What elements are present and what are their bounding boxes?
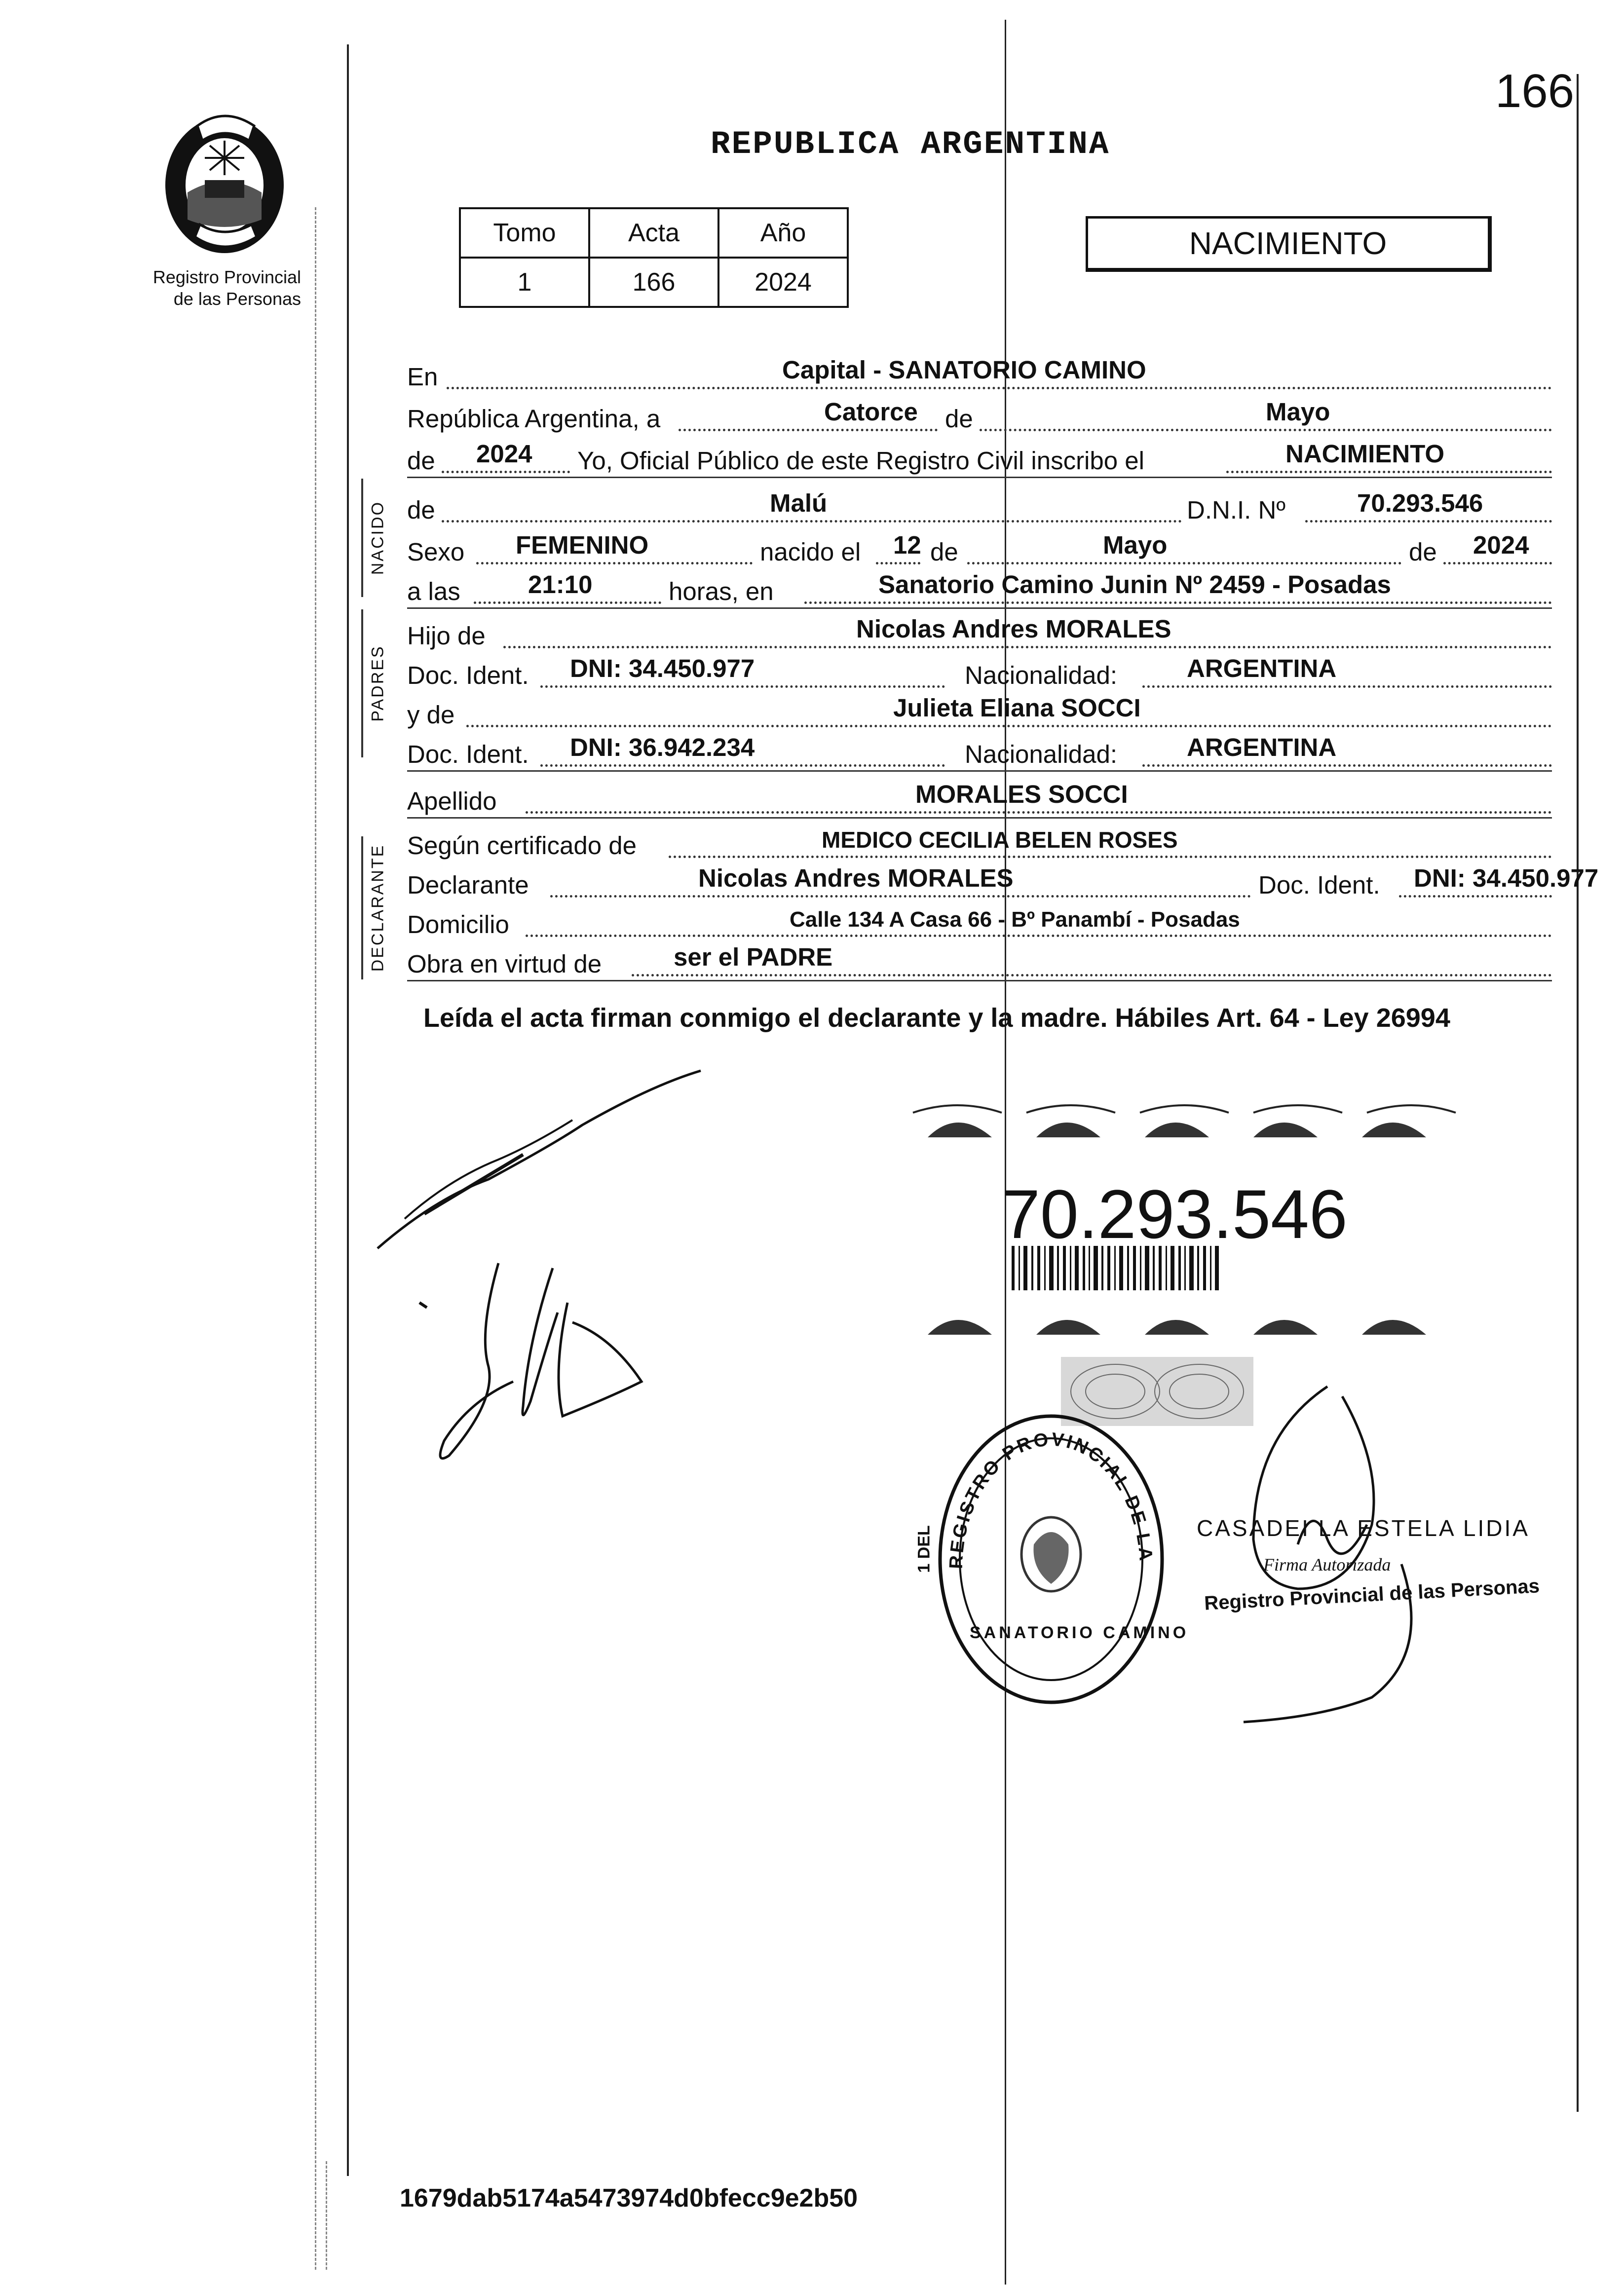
label-dni: D.N.I. Nº	[1187, 496, 1285, 524]
form-row-apellido	[407, 777, 1552, 819]
label-madre-nac: Nacionalidad:	[965, 740, 1118, 768]
left-perforation	[315, 207, 316, 2270]
value-anio: 2024	[476, 440, 532, 468]
value-nacido-mes: Mayo	[1103, 531, 1168, 559]
value-madre: Julieta Eliana SOCCI	[893, 694, 1141, 722]
side-label-declarante-text: DECLARANTE	[368, 844, 387, 972]
form-row-lugar	[407, 353, 1552, 394]
label-hora: a las	[407, 577, 460, 605]
record-type-box: NACIMIENTO	[1086, 216, 1492, 272]
side-label-nacido	[361, 479, 393, 597]
label-nombre: de	[407, 496, 435, 524]
label-madre-doc: Doc. Ident.	[407, 740, 529, 768]
label-padre-nac: Nacionalidad:	[965, 661, 1118, 689]
provincial-emblem-icon	[148, 106, 301, 259]
label-nacido-de1: de	[930, 538, 958, 566]
value-lugar-nacimiento: Sanatorio Camino Junin Nº 2459 - Posadas	[878, 570, 1391, 599]
form-row-fecha	[407, 395, 1552, 436]
label-hijo-de: Hijo de	[407, 622, 486, 650]
label-domicilio: Domicilio	[407, 910, 509, 938]
right-margin-line	[1577, 74, 1579, 2112]
label-oficial: Yo, Oficial Público de este Registro Civil inscribo el	[577, 447, 1144, 475]
official-stamp-org: Registro Provincial de las Personas	[1204, 1575, 1540, 1614]
value-lugar-inscripcion: Capital - SANATORIO CAMINO	[782, 356, 1146, 384]
left-perforation-2	[326, 2161, 327, 2270]
form-row-certificado	[407, 822, 1552, 863]
value-declarante: Nicolas Andres MORALES	[698, 864, 1014, 892]
page-number: 166	[1495, 65, 1575, 117]
value-certificado: MEDICO CECILIA BELEN ROSES	[822, 827, 1178, 853]
label-obra: Obra en virtud de	[407, 950, 602, 978]
registry-seal	[928, 1406, 1174, 1707]
label-en: En	[407, 363, 438, 391]
value-madre-doc: DNI: 36.942.234	[570, 733, 755, 761]
official-stamp-role: Firma Autorizada	[1263, 1555, 1391, 1575]
value-dni: 70.293.546	[1357, 489, 1483, 517]
label-nacido-de2: de	[1409, 538, 1437, 566]
record-table-header: Tomo	[460, 208, 589, 258]
form-row-padre	[407, 612, 1552, 653]
value-padre: Nicolas Andres MORALES	[856, 615, 1171, 643]
form-row-padre-doc	[407, 651, 1552, 693]
label-de: de	[945, 405, 973, 433]
form-row-obra	[407, 940, 1552, 981]
form-row-inscripcion	[407, 437, 1552, 478]
mother-signature	[405, 1253, 661, 1470]
form-row-domicilio	[407, 900, 1552, 942]
value-obra: ser el PADRE	[674, 943, 833, 971]
label-apellido: Apellido	[407, 787, 497, 815]
value-inscribe: NACIMIENTO	[1285, 440, 1445, 468]
registry-label	[113, 266, 301, 310]
side-label-declarante	[361, 836, 393, 979]
official-stamp-name: CASADEI LA ESTELA LIDIA	[1197, 1515, 1530, 1541]
record-table-cell: 1	[460, 258, 589, 307]
side-label-padres	[361, 609, 393, 757]
document-hash: 1679dab5174a5473974d0bfecc9e2b50	[400, 2184, 858, 2212]
label-horas-en: horas, en	[669, 577, 774, 605]
value-dia: Catorce	[824, 398, 918, 426]
value-hora: 21:10	[528, 570, 593, 599]
seal-inner-text: SANATORIO CAMINO	[970, 1623, 1189, 1642]
declarant-signature	[375, 1056, 730, 1283]
label-sexo: Sexo	[407, 538, 465, 566]
form-row-declarante	[407, 861, 1599, 902]
value-madre-nac: ARGENTINA	[1187, 733, 1337, 761]
record-table-cell: 2024	[718, 258, 848, 307]
closing-legend: Leída el acta firman conmigo el declarante y la madre. Hábiles Art. 64 - Ley 26994	[423, 1003, 1450, 1033]
seal-ring-text: REGISTRO PROVINCIAL DE LA	[945, 1429, 1157, 1570]
dni-sticker-number: 70.293.546	[1002, 1175, 1348, 1253]
label-certificado: Según certificado de	[407, 831, 637, 860]
registry-label-line1: Registro Provincial	[152, 267, 301, 287]
value-domicilio: Calle 134 A Casa 66 - Bº Panambí - Posadas	[790, 907, 1240, 932]
label-y-de: y de	[407, 701, 455, 729]
label-declarante: Declarante	[407, 871, 529, 899]
form-row-sexo	[407, 528, 1552, 569]
record-table	[459, 207, 849, 308]
value-declarante-doc: DNI: 34.450.977	[1414, 864, 1599, 892]
form-row-madre	[407, 691, 1552, 732]
record-table-header: Acta	[589, 208, 718, 258]
value-apellido: MORALES SOCCI	[915, 780, 1128, 808]
label-republica: República Argentina, a	[407, 405, 661, 433]
label-padre-doc: Doc. Ident.	[407, 661, 529, 689]
value-padre-doc: DNI: 34.450.977	[570, 654, 755, 682]
value-nacido-dia: 12	[893, 531, 921, 559]
form-row-madre-doc	[407, 730, 1552, 772]
label-declarante-doc: Doc. Ident.	[1258, 871, 1380, 899]
label-nacido: nacido el	[760, 538, 861, 566]
label-anio-prefix: de	[407, 447, 435, 475]
value-padre-nac: ARGENTINA	[1187, 654, 1337, 682]
left-margin-line	[347, 44, 349, 2176]
value-sexo: FEMENINO	[516, 531, 649, 559]
side-label-padres-text: PADRES	[368, 645, 387, 722]
seal-left-text: 1 DEL	[914, 1525, 934, 1573]
form-row-hora	[407, 567, 1552, 609]
record-table-header: Año	[718, 208, 848, 258]
registry-label-line2: de las Personas	[173, 289, 301, 309]
record-table-cell: 166	[589, 258, 718, 307]
form-row-nombre	[407, 486, 1552, 527]
value-nombre: Malú	[770, 489, 828, 517]
side-label-nacido-text: NACIDO	[368, 500, 387, 575]
value-mes: Mayo	[1266, 398, 1330, 426]
document-title: REPUBLICA ARGENTINA	[711, 126, 1110, 163]
value-nacido-anio: 2024	[1473, 531, 1529, 559]
